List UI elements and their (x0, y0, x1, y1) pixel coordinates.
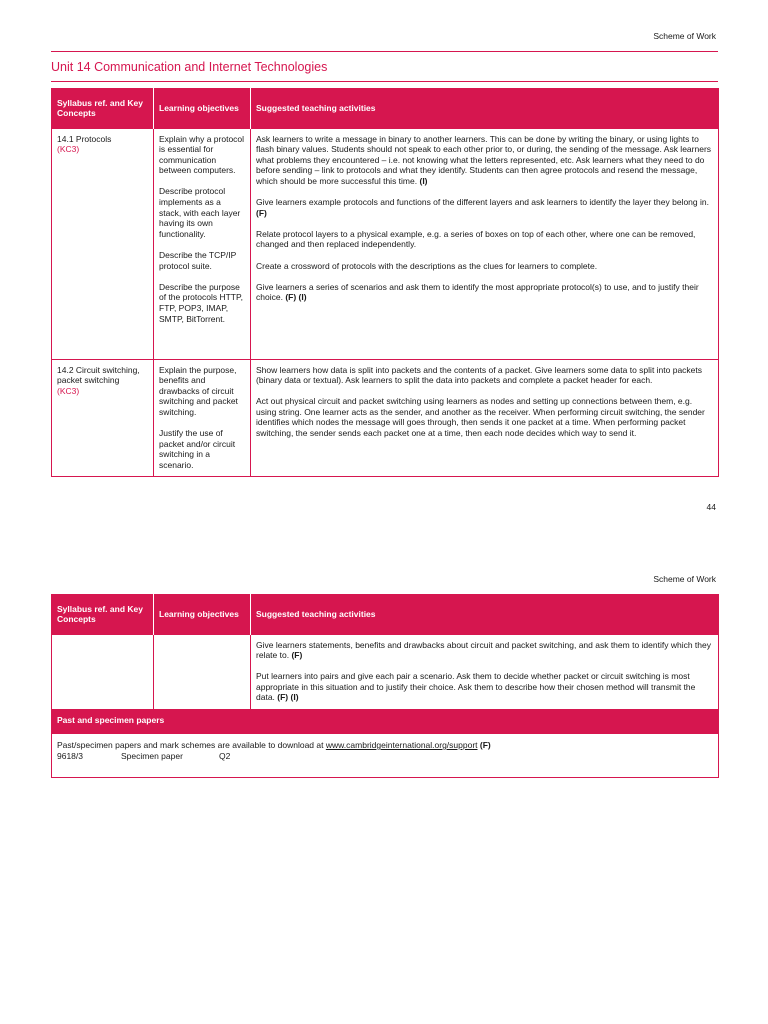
syllabus-ref: 14.2 Circuit switching, packet switching (57, 364, 140, 386)
objective-item: Describe protocol implements as a stack, with each layer having its own functionality. (159, 186, 241, 239)
scheme-table-2 (51, 594, 719, 778)
activity-item: Show learners how data is split into packets and the contents of a packet. Give learners some data to split into packets (binary data or textual). Ask learners to split the data into packets and complete a packet header for each. (256, 364, 703, 386)
column-header-syllabus: Syllabus ref. and Key Concepts (52, 88, 154, 128)
page-header-label: Scheme of Work (653, 31, 716, 41)
past-papers-heading: Past and specimen papers (52, 710, 719, 734)
activity-item: Act out physical circuit and packet switching using learners as nodes and setting up connections between them, e.g. using string. One learner acts as the sender, and another as the receiver. When performing circuit switching, the sender identifies which nodes the message will goes through, then sends it one packet at a time. When performing packet switching, the sender sends each packet one at a time, then each node decides which way to send it. (256, 396, 705, 439)
page-header-label: Scheme of Work (653, 574, 716, 584)
paper-question: Q2 (219, 750, 231, 761)
paper-type: Specimen paper (121, 750, 183, 761)
activity-item: Give learners example protocols and functions of the different layers and ask learners to identify the layer they belong in. (F) (256, 197, 709, 218)
column-header-activities: Suggested teaching activities (251, 88, 719, 128)
assessment-tag: (F) (479, 740, 491, 751)
table-row (52, 359, 719, 477)
activity-item: Ask learners to write a message in binary to another learners. This can be done by writing the binary, or using lights to flash binary values. Students should not speak to each other prior to, or during, the sending of the message. Ask learners what problems they encountered – i.e. not knowing what the letters represented, etc. Ask learners what they need to do before sending – link to protocols and what they identify. Students can then agree protocols and resend the message, which should be more successful this time. (I) (256, 133, 712, 186)
page-number: 44 (706, 502, 716, 512)
syllabus-ref-cell (52, 128, 154, 359)
assessment-tag: (F) (256, 207, 267, 218)
unit-title: Unit 14 Communication and Internet Technologies (51, 60, 328, 74)
title-rule (51, 81, 718, 82)
table-row (52, 634, 719, 710)
activities-cell (251, 128, 719, 359)
syllabus-ref: 14.1 Protocols (57, 133, 112, 144)
table-row (52, 128, 719, 359)
past-papers-header-row (52, 710, 719, 734)
activity-item: Give learners statements, benefits and drawbacks about circuit and packet switching, and ask them to identify which they relate to. (F) (256, 639, 711, 661)
activity-item: Relate protocol layers to a physical example, e.g. a series of boxes on top of each other, where one can be removed, changed and then replaced independently. (256, 228, 696, 250)
assessment-tag: (F) (I) (285, 292, 307, 303)
past-papers-cell (52, 734, 719, 778)
header-rule (51, 51, 718, 52)
objective-item: Explain the purpose, benefits and drawbacks of circuit switching and packet switching. (159, 364, 238, 417)
activities-cell (251, 359, 719, 477)
objectives-cell (154, 128, 251, 359)
column-header-objectives: Learning objectives (154, 88, 251, 128)
column-header-objectives: Learning objectives (154, 594, 251, 634)
specimen-paper-line (57, 751, 713, 762)
syllabus-ref-cell (52, 359, 154, 477)
objective-item: Justify the use of packet and/or circuit switching in a scenario. (159, 428, 236, 470)
activity-item: Put learners into pairs and give each pair a scenario. Ask them to decide whether packet or circuit switching is most appropriate in this situation and to justify their choice. Ask them to describe how their chosen method will transmit the data. (F) (I) (256, 671, 696, 703)
assessment-tag: (I) (419, 175, 428, 186)
activity-item: Give learners a series of scenarios and ask them to identify the most appropriate protocol(s) to use, and to justify their choice. (F) (I) (256, 281, 699, 303)
key-concept-tag: (KC3) (57, 144, 80, 155)
objective-item: Describe the purpose of the protocols HTTP, FTP, POP3, IMAP, SMTP, BitTorrent. (159, 281, 243, 324)
column-header-activities: Suggested teaching activities (251, 594, 719, 634)
past-papers-intro: Past/specimen papers and mark schemes are available to download at www.cambridgeinternational.org/support (F) (57, 740, 491, 751)
cambridge-support-link[interactable]: www.cambridgeinternational.org/support (325, 740, 478, 751)
objective-item: Describe the TCP/IP protocol suite. (159, 250, 237, 271)
objectives-cell (154, 359, 251, 477)
activity-item: Create a crossword of protocols with the descriptions as the clues for learners to complete. (256, 260, 598, 271)
assessment-tag: (F) (I) (277, 692, 299, 703)
syllabus-ref-cell (52, 634, 154, 710)
scheme-table-1 (51, 88, 719, 477)
objectives-cell (154, 634, 251, 710)
paper-code: 9618/3 (57, 750, 83, 761)
assessment-tag: (F) (291, 650, 303, 661)
activities-cell (251, 634, 719, 710)
past-papers-row (52, 734, 719, 778)
key-concept-tag: (KC3) (57, 385, 80, 396)
objective-item: Explain why a protocol is essential for communication between computers. (159, 133, 245, 176)
column-header-syllabus: Syllabus ref. and Key Concepts (52, 594, 154, 634)
